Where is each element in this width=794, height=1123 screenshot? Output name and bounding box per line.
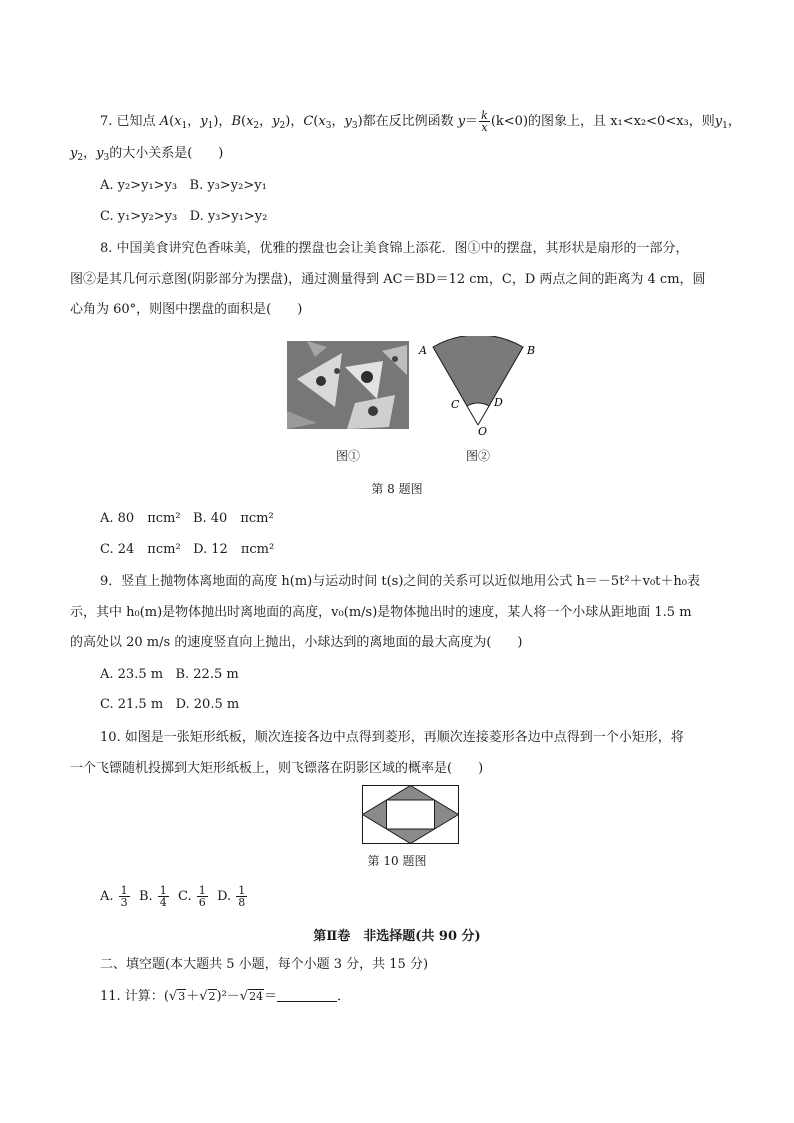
q7-options-row1 — [100, 176, 267, 196]
q9-option-d: D. 20.5 m — [175, 697, 240, 712]
q9-option-c: C. 21.5 m — [100, 697, 164, 712]
sqrt-2: √2 — [199, 989, 216, 1004]
q8-line1: 8. 中国美食讲究色香味美，优雅的摆盘也会让美食锦上添花．图①中的摆盘，其形状是扇形的一部分， — [100, 241, 689, 256]
shaded-sector-region — [433, 336, 523, 406]
q7-option-c: C. y₁>y₂>y₃ — [100, 209, 178, 224]
q9-line3: 的高处以 20 m/s 的速度竖直向上抛出，小球达到的离地面的最大高度为( ) — [70, 635, 523, 650]
q10-line2: 一个飞镖随机投掷到大矩形纸板上，则飞镖落在阴影区域的概率是( ) — [70, 761, 484, 776]
q9-options-row2 — [100, 695, 239, 715]
sqrt-24: √24 — [239, 989, 264, 1004]
q9-option-b: B. 22.5 m — [175, 667, 239, 682]
point-label-b: B — [527, 344, 536, 357]
q8-figure-caption: 第 8 题图 — [371, 482, 423, 496]
q10-option-d-fraction: $\frac{1}{8}$ — [238, 884, 246, 909]
q8-option-d: D. 12 πcm² — [193, 542, 275, 557]
part2-title: 第Ⅱ卷 非选择题(共 90 分) — [313, 929, 481, 944]
q10-option-b-fraction: $\frac{1}{4}$ — [159, 884, 167, 909]
q9-line1: 9．竖直上抛物体离地面的高度 h(m)与运动时间 t(s)之间的关系可以近似地用公式 h＝－5t²＋v₀t＋h₀表 — [100, 574, 700, 589]
q8-option-c: C. 24 πcm² — [100, 542, 181, 557]
q8-options-row1 — [100, 509, 274, 529]
rectangle-rhombus-diagram — [362, 785, 459, 844]
sqrt-3: √3 — [168, 989, 186, 1004]
q9-line2: 示，其中 h₀(m)是物体抛出时离地面的高度，v₀(m/s)是物体抛出时的速度，某人将一个小球从距地面 1.5 m — [70, 605, 692, 620]
plate-photo — [287, 341, 409, 429]
q10-option-a-fraction: $\frac{1}{3}$ — [120, 884, 128, 909]
q7-line2: $y_2$，$y_3$的大小关系是( ) — [70, 146, 224, 163]
q11-line: 11. 计算：(√3＋√2)²－√24＝ ． — [100, 987, 350, 1007]
section2-title: 二、填空题(本大题共 5 小题，每个小题 3 分，共 15 分) — [100, 957, 429, 972]
q7-option-d: D. y₃>y₁>y₂ — [189, 209, 268, 224]
point-label-c: C — [451, 398, 460, 411]
q7-options-row2 — [100, 207, 267, 227]
fig1-caption: 图① — [336, 449, 361, 463]
q8-line3: 心角为 60°，则图中摆盘的面积是( ) — [70, 302, 303, 317]
radius-oc — [467, 406, 478, 425]
q10-options: A. $\frac{1}{3}$ B. $\frac{1}{4}$ C. $\frac{1}{6}$ D. $\frac{1}{8}$ — [100, 884, 246, 909]
point-label-o: O — [478, 425, 488, 436]
point-label-a: A — [419, 344, 427, 357]
q10-option-c-fraction: $\frac{1}{6}$ — [198, 884, 206, 909]
inner-rectangle — [387, 800, 435, 829]
q11-answer-blank[interactable] — [277, 989, 337, 1002]
q9-options-row1 — [100, 665, 239, 685]
q9-option-a: A. 23.5 m — [100, 667, 164, 682]
plate-photo-illustration — [287, 341, 409, 429]
q7-line1: 7. 已知点 $A(x_1$，$y_1$)，$B(x_2$，$y_2$)，$C(x_3$，$y_3$)都在反比例函数 y＝ $\frac{k}{x}$ (k<0)的图象上，且 x₁<x₂<0<x₃，则$y_1$， — [100, 109, 741, 134]
q8-option-b: B. 40 πcm² — [192, 511, 274, 526]
sector-diagram — [410, 336, 550, 436]
k-over-x-fraction: $\frac{k}{x}$ — [481, 109, 488, 134]
q7-option-a: A. y₂>y₁>y₃ — [100, 178, 178, 193]
radius-od — [478, 406, 489, 425]
q7-option-b: B. y₃>y₂>y₁ — [189, 178, 267, 193]
q10-line1: 10. 如图是一张矩形纸板，顺次连接各边中点得到菱形，再顺次连接菱形各边中点得到一个小矩形，将 — [100, 730, 684, 745]
point-label-d: D — [494, 396, 503, 409]
q8-options-row2 — [100, 540, 274, 560]
q10-figure-caption: 第 10 题图 — [367, 854, 427, 868]
fig2-caption: 图② — [466, 449, 491, 463]
q8-line2: 图②是其几何示意图(阴影部分为摆盘)，通过测量得到 AC＝BD＝12 cm，C，D 两点之间的距离为 4 cm，圆 — [70, 272, 706, 287]
q8-option-a: A. 80 πcm² — [100, 511, 181, 526]
